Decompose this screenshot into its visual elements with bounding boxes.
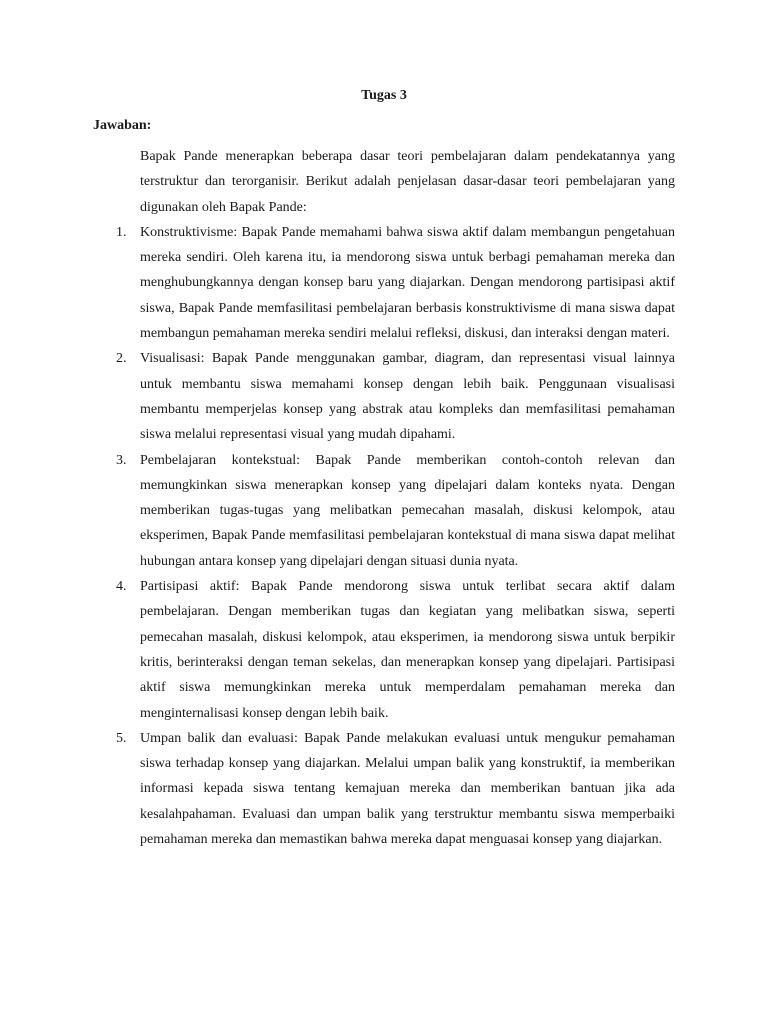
list-item-number: 1. bbox=[116, 224, 127, 240]
list-item-number: 5. bbox=[116, 730, 127, 746]
list-item bbox=[93, 726, 675, 852]
list-item-number: 4. bbox=[116, 579, 127, 595]
list-item bbox=[93, 448, 675, 574]
list-item-text: Pembelajaran kontekstual: Bapak Pande memberikan contoh-contoh relevan dan memungkinkan siswa menerapkan konsep yang dipelajari dalam konteks nyata. Dengan memberikan tugas-tugas yang melibatkan pemecahan masalah, diskusi kelompok, atau eksperimen, Bapak Pande memfasilitasi pembelajaran kontekstual di mana siswa dapat melihat hubungan antara konsep yang dipelajari dengan situasi dunia nyata. bbox=[140, 452, 675, 569]
list-item-number: 2. bbox=[116, 351, 127, 367]
list-item bbox=[93, 346, 675, 447]
list-item bbox=[93, 574, 675, 726]
list-item-number: 3. bbox=[116, 452, 127, 468]
document-title: Tugas 3 bbox=[361, 88, 407, 103]
list-item-text: Partisipasi aktif: Bapak Pande mendorong siswa untuk terlibat secara aktif dalam pembelajaran. Dengan memberikan tugas dan kegiatan yang melibatkan siswa, seperti pemecahan masalah, diskusi kelompok, atau eksperimen, ia mendorong siswa untuk berpikir kritis, berinteraksi dengan teman sekelas, dan menerapkan konsep yang dipelajari. Partisipasi aktif siswa memungkinkan mereka untuk memperdalam pemahaman mereka dan menginternalisasi konsep dengan lebih baik. bbox=[140, 579, 675, 721]
list-item-text: Konstruktivisme: Bapak Pande memahami bahwa siswa aktif dalam membangun pengetahuan mereka sendiri. Oleh karena itu, ia mendorong siswa untuk berbagi pemahaman mereka dan menghubungkannya dengan konsep baru yang diajarkan. Dengan mendorong partisipasi aktif siswa, Bapak Pande memfasilitasi pembelajaran berbasis konstruktivisme di mana siswa dapat membangun pemahaman mereka sendiri melalui refleksi, diskusi, dan interaksi dengan materi. bbox=[140, 224, 675, 342]
theory-list bbox=[93, 220, 675, 852]
list-item-text: Umpan balik dan evaluasi: Bapak Pande melakukan evaluasi untuk mengukur pemahaman siswa terhadap konsep yang diajarkan. Melalui umpan balik yang konstruktif, ia memberikan informasi kepada siswa tentang kemajuan mereka dan memberikan bantuan jika ada kesalahpahaman. Evaluasi dan umpan balik yang terstruktur membantu siswa memperbaiki pemahaman mereka dan memastikan bahwa mereka dapat menguasai konsep yang diajarkan. bbox=[140, 730, 675, 848]
list-item bbox=[93, 220, 675, 346]
intro-paragraph: Bapak Pande menerapkan beberapa dasar teori pembelajaran dalam pendekatannya yang terstruktur dan terorganisir. Berikut adalah penjelasan dasar-dasar teori pembelajaran yang digunakan oleh Bapak Pande: bbox=[140, 149, 675, 215]
list-item-text: Visualisasi: Bapak Pande menggunakan gambar, diagram, dan representasi visual lainnya untuk membantu siswa memahami konsep dengan lebih baik. Penggunaan visualisasi membantu memperjelas konsep yang abstrak atau kompleks dan memfasilitasi pemahaman siswa melalui representasi visual yang mudah dipahami. bbox=[140, 351, 675, 443]
answer-label: Jawaban: bbox=[93, 118, 152, 133]
